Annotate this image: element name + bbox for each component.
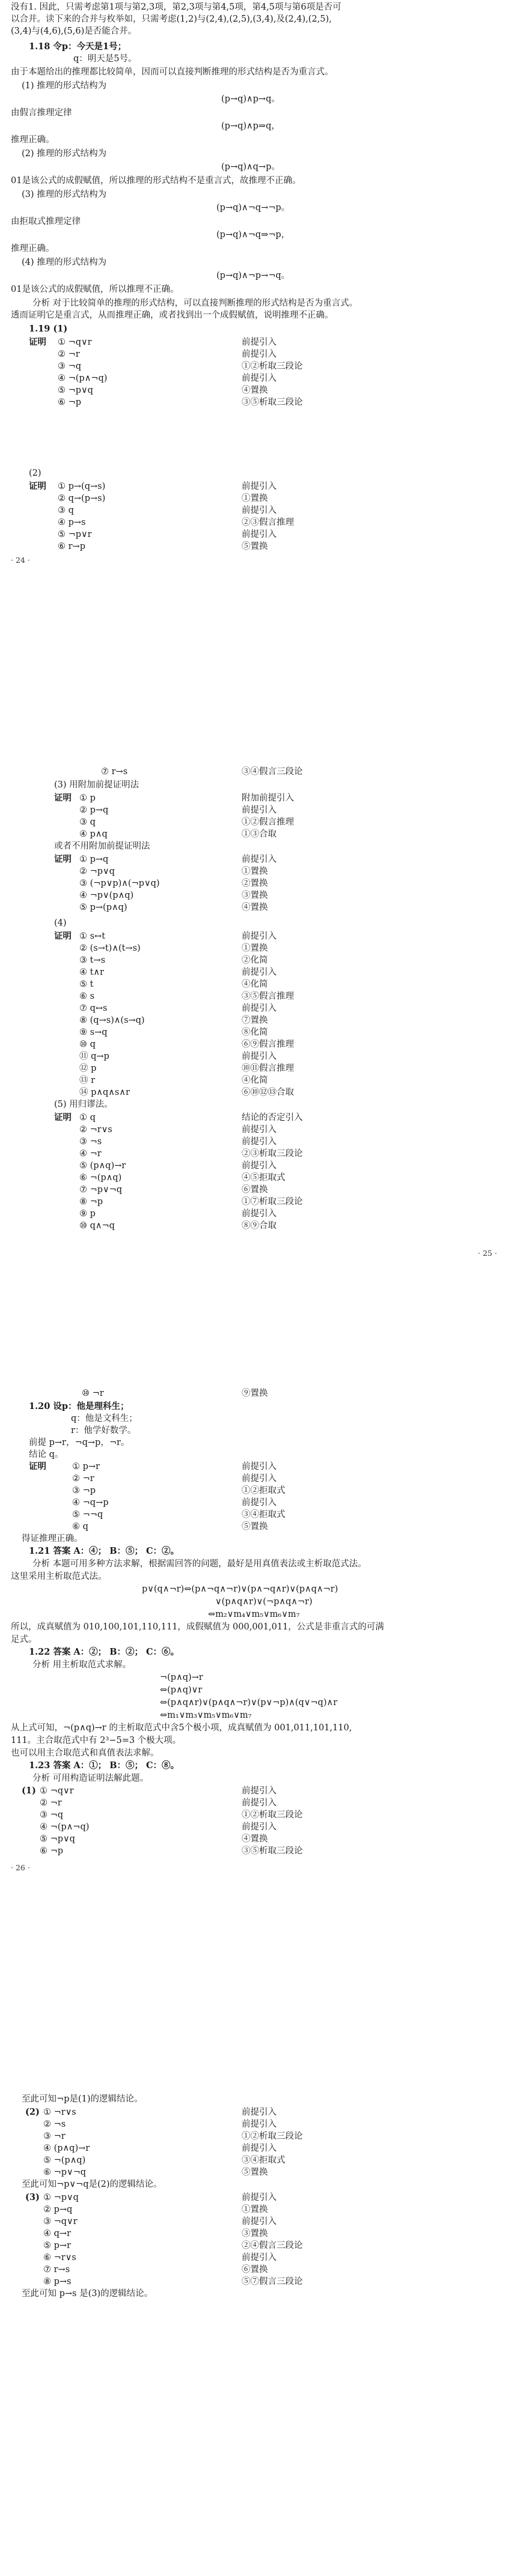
proof-rule: 附加前提引入: [242, 793, 294, 803]
proof-formula: ⑥ ¬p: [58, 398, 82, 407]
proof-rule: 前提引入: [242, 855, 277, 864]
proof-formula: ④ ¬p∨(p∧q): [79, 891, 134, 900]
proof-formula: ③ q: [79, 817, 96, 827]
text-line: 推理正确。: [11, 135, 55, 145]
proof-formula: ⑤ p→r: [43, 2241, 71, 2250]
proof-formula: ① p→q: [79, 855, 109, 864]
proof-rule: 前提引入: [242, 482, 277, 491]
proof-label: 证明: [29, 1461, 46, 1471]
proof-formula: ③ ¬s: [79, 1137, 102, 1147]
proof-label: 证明: [54, 854, 72, 864]
proof-formula: ③ t→s: [79, 956, 106, 965]
proof-rule: ④⑤拒取式: [242, 1173, 286, 1183]
proof-label: 证明: [54, 1112, 72, 1123]
proof-rule: ③④假言三段论: [242, 767, 303, 777]
proof-rule: ⑤置换: [242, 542, 268, 551]
text-line: 这里采用主析取范式法。: [11, 1572, 107, 1581]
text-line: ¬(p∧q)→r: [160, 1673, 203, 1682]
text-line: 1.21 答案 A：④； B：⑤； C：②。: [29, 1546, 180, 1556]
proof-formula: ① p: [79, 793, 96, 803]
text-line: 由于本题给出的推理都比较简单，因而可以直接判断推理的形式结构是否为重言式。: [11, 67, 334, 77]
proof-rule: ⑨置换: [242, 1389, 268, 1398]
text-line: (3) 用附加前提证明法: [54, 780, 139, 790]
proof-formula: ③ ¬p: [72, 1486, 96, 1496]
text-line: 1.22 答案 A：②； B：②； C：⑥。: [29, 1647, 180, 1657]
text-line: q：他是文科生；: [71, 1414, 138, 1423]
proof-formula: ① p→r: [72, 1462, 100, 1471]
text-line: q：明天是5号。: [73, 54, 137, 64]
text-line: 也可以用主合取范式和真值表法求解。: [11, 1748, 159, 1758]
proof-formula: ⑤ ¬p∨q: [58, 386, 93, 395]
proof-label: (1): [22, 1786, 36, 1796]
proof-formula: ⑪ q→p: [79, 1052, 109, 1061]
proof-formula: ⑤ p→(p∧q): [79, 903, 127, 912]
proof-formula: ⑤ (p∧q)→r: [79, 1161, 126, 1171]
proof-formula: ④ ¬r: [79, 1149, 102, 1159]
text-line: 从上式可知，¬(p∧q)→r 的主析取范式中含5个极小项，成真赋值为 001,011,101,110,: [11, 1723, 352, 1733]
proof-rule: ⑦置换: [242, 1016, 268, 1025]
proof-formula: ⑦ r→s: [101, 767, 128, 777]
text-line: ⇔(p∧q)∨r: [160, 1685, 203, 1695]
text-line: 没有1. 因此，只需考虑第1项与第2,3项，第2,3项与第4,5项，第4,5项与第6项是否可: [11, 2, 341, 12]
proof-rule: ②③假言推理: [242, 518, 294, 527]
proof-formula: ① ¬q∨r: [40, 1786, 74, 1796]
proof-rule: ⑧化简: [242, 1028, 268, 1037]
proof-formula: ⑬ r: [79, 1076, 96, 1085]
text-line: r：他学好数学。: [71, 1426, 136, 1435]
page-number: · 26 ·: [11, 1863, 30, 1872]
page-number: · 25 ·: [478, 1249, 497, 1258]
proof-rule: ②③析取三段论: [242, 1149, 303, 1159]
proof-formula: ② (s→t)∧(t→s): [79, 944, 141, 953]
proof-rule: ①②析取三段论: [242, 362, 303, 371]
text-line: (1) 推理的形式结构为: [22, 81, 107, 91]
text-line: (p→q)∧q→p。: [221, 162, 280, 172]
proof-formula: ⑥ r→p: [58, 542, 85, 551]
proof-rule: ④化简: [242, 1076, 268, 1085]
text-line: 所以，成真赋值为 010,100,101,110,111，成假赋值为 000,001,011，公式是非重言式的可满: [11, 1622, 384, 1632]
proof-formula: ⑥ ¬r∨s: [43, 2253, 76, 2262]
proof-formula: ② ¬p∨q: [79, 867, 115, 876]
text-line: (5) 用归谬法。: [54, 1100, 113, 1109]
proof-formula: ⑥ s: [79, 992, 95, 1001]
proof-rule: 前提引入: [242, 2193, 277, 2202]
proof-rule: ④置换: [242, 386, 268, 395]
text-line: 分析 用主析取范式求解。: [32, 1660, 132, 1670]
proof-rule: 前提引入: [242, 1137, 277, 1147]
proof-formula: ④ t∧r: [79, 968, 104, 977]
proof-formula: ⑫ p: [79, 1064, 97, 1073]
proof-rule: 前提引入: [242, 805, 277, 815]
proof-rule: ③④拒取式: [242, 2156, 286, 2165]
proof-label: 证明: [54, 931, 72, 941]
proof-rule: ⑥置换: [242, 1185, 268, 1195]
proof-rule: ③⑤析取三段论: [242, 1846, 303, 1856]
text-line: (4): [54, 918, 67, 928]
proof-rule: ②④假言三段论: [242, 2241, 303, 2250]
proof-rule: ⑥置换: [242, 2265, 268, 2274]
proof-rule: 前提引入: [242, 506, 277, 515]
proof-rule: ⑥⑩⑫⑬合取: [242, 1088, 294, 1097]
proof-rule: 前提引入: [242, 2108, 277, 2117]
proof-rule: ①置换: [242, 494, 268, 503]
proof-formula: ② p→q: [79, 805, 109, 815]
proof-rule: 结论的否定引入: [242, 1113, 303, 1123]
proof-label: 证明: [29, 481, 46, 491]
proof-rule: ⑥⑨假言推理: [242, 1040, 294, 1049]
proof-rule: ④化简: [242, 980, 268, 989]
page-24: [0, 0, 517, 637]
proof-formula: ⑥ q: [72, 1522, 88, 1532]
proof-formula: ③ ¬q: [40, 1810, 64, 1820]
proof-formula: ④ q→r: [43, 2229, 71, 2238]
page-27: [0, 1937, 517, 2576]
proof-rule: ①②析取三段论: [242, 2132, 303, 2141]
proof-formula: ④ p∧q: [79, 829, 108, 839]
proof-formula: ② p→q: [43, 2205, 73, 2214]
proof-rule: ⑧⑨合取: [242, 1221, 277, 1231]
text-line: 1.19 (1): [29, 324, 68, 334]
proof-rule: 前提引入: [242, 1462, 277, 1471]
proof-rule: 前提引入: [242, 932, 277, 941]
proof-rule: ⑤⑦假言三段论: [242, 2277, 303, 2287]
proof-label: (3): [25, 2192, 40, 2202]
proof-formula: ④ p→s: [58, 518, 86, 527]
text-line: 或者不用附加前提证明法: [54, 841, 150, 851]
proof-formula: ① ¬q∨r: [58, 338, 92, 347]
proof-rule: ①置换: [242, 867, 268, 876]
text-line: 以合并。读下来的合并与枚举如，只需考虑(1,2)与(2,4),(2,5),(3,4),及(2,4),(2,5),: [11, 14, 332, 24]
proof-formula: ② ¬s: [43, 2120, 66, 2129]
text-line: (p→q)∧¬p→¬q。: [216, 271, 290, 280]
proof-formula: ⑥ ¬p∨¬q: [43, 2168, 87, 2177]
text-line: (4) 推理的形式结构为: [22, 258, 107, 267]
proof-rule: 前提引入: [242, 2217, 277, 2226]
text-line: 01是该公式的成假赋值，所以推理不正确。: [11, 285, 179, 294]
proof-formula: ① q: [79, 1113, 96, 1123]
proof-formula: ⑥ ¬p: [40, 1846, 64, 1856]
text-line: (2) 推理的形式结构为: [22, 149, 107, 159]
proof-formula: ⑩ ¬r: [82, 1389, 104, 1398]
proof-formula: ⑤ ¬p∨r: [58, 530, 92, 539]
text-line: ⇔(p∧q∧r)∨(p∧q∧¬r)∨(p∨¬p)∧(q∨¬q)∧r: [160, 1698, 338, 1708]
proof-formula: ① ¬p∨q: [43, 2193, 79, 2202]
proof-formula: ② ¬r∨s: [79, 1125, 112, 1135]
proof-rule: ⑤置换: [242, 1522, 268, 1532]
proof-formula: ⑦ ¬p∨¬q: [79, 1185, 123, 1195]
proof-rule: 前提引入: [242, 1498, 277, 1508]
proof-rule: 前提引入: [242, 1004, 277, 1013]
proof-rule: 前提引入: [242, 968, 277, 977]
proof-rule: 前提引入: [242, 350, 277, 359]
proof-rule: ①②拒取式: [242, 1486, 286, 1496]
proof-label: 证明: [54, 793, 72, 803]
text-line: 1.18 令p：今天是1号；: [29, 41, 127, 52]
proof-rule: ①②假言推理: [242, 817, 294, 827]
proof-rule: 前提引入: [242, 338, 277, 347]
text-line: (p→q)∧¬q→¬p。: [216, 203, 290, 213]
proof-rule: ⑩⑪假言推理: [242, 1064, 294, 1073]
proof-rule: ③⑤假言推理: [242, 992, 294, 1001]
text-line: 分析 对于比较简单的推理的形式结构，可以直接判断推理的形式结构是否为重言式。: [32, 299, 358, 308]
proof-rule: ①②析取三段论: [242, 1810, 303, 1820]
proof-formula: ⑤ ¬(p∧q): [43, 2156, 86, 2165]
text-line: 推理正确。: [11, 244, 55, 253]
proof-rule: 前提引入: [242, 2120, 277, 2129]
text-line: (p→q)∧p⇒q，: [221, 121, 280, 131]
text-line: 01是该公式的成假赋值，所以推理的形式结构不是重言式，故推理不正确。: [11, 176, 301, 186]
proof-rule: ④置换: [242, 903, 268, 912]
proof-rule: ④置换: [242, 1834, 268, 1844]
proof-rule: ⑤置换: [242, 2168, 268, 2177]
proof-rule: ①③合取: [242, 829, 277, 839]
proof-rule: ①置换: [242, 944, 268, 953]
text-line: 111。主合取范式中有 2³−5=3 个极大项。: [11, 1736, 182, 1745]
proof-rule: ③⑤析取三段论: [242, 398, 303, 407]
proof-formula: ⑤ ¬p∨q: [40, 1834, 75, 1844]
text-line: (2): [29, 468, 41, 478]
proof-formula: ⑧ p→s: [43, 2277, 72, 2287]
text-line: 由假言推理定律: [11, 108, 72, 118]
text-line: 得证推理正确。: [22, 1534, 83, 1544]
proof-rule: 前提引入: [242, 374, 277, 383]
text-line: ∨(p∧q∧r)∨(¬p∧q∧¬r): [215, 1597, 313, 1607]
proof-label: (2): [25, 2107, 40, 2117]
text-line: (3,4)与(4,6),(5,6)是否能合并。: [11, 26, 137, 36]
proof-formula: ⑨ p: [79, 1209, 96, 1219]
text-line: 分析 可用构造证明法解此题。: [32, 1774, 149, 1783]
proof-rule: ②置换: [242, 879, 268, 888]
text-line: 至此可知¬p∨¬q是(2)的逻辑结论。: [22, 2180, 162, 2189]
proof-formula: ⑧ ¬p: [79, 1197, 103, 1207]
proof-rule: 前提引入: [242, 1052, 277, 1061]
proof-formula: ④ ¬(p∧¬q): [40, 1822, 90, 1832]
text-line: 前提 p→r，¬q→p，¬r。: [29, 1438, 130, 1447]
proof-formula: ⑦ r→s: [43, 2265, 70, 2274]
proof-formula: ① ¬r∨s: [43, 2108, 76, 2117]
proof-rule: 前提引入: [242, 530, 277, 539]
text-line: 足式。: [11, 1635, 37, 1644]
text-line: (p→q)∧p→q。: [221, 94, 280, 104]
proof-rule: 前提引入: [242, 1786, 277, 1796]
proof-rule: ①⑦析取三段论: [242, 1197, 303, 1207]
proof-rule: ③④拒取式: [242, 1510, 286, 1520]
page-number: · 24 ·: [11, 556, 30, 565]
text-line: 分析 本题可用多种方法求解，根据需回答的问题，最好是用真值表法或主析取范式法。: [32, 1559, 367, 1569]
proof-formula: ⑧ (q→s)∧(s→q): [79, 1016, 145, 1025]
page-26: [0, 1291, 517, 1928]
text-line: 1.20 设p：他是理科生；: [29, 1401, 129, 1411]
proof-formula: ③ ¬q∨r: [43, 2217, 78, 2226]
proof-formula: ③ q: [58, 506, 74, 515]
proof-rule: ①置换: [242, 2205, 268, 2214]
proof-formula: ① p→(q→s): [58, 482, 106, 491]
proof-formula: ④ ¬(p∧¬q): [58, 374, 108, 383]
text-line: (p→q)∧¬q⇒¬p，: [216, 230, 290, 240]
text-line: 结论 q。: [29, 1450, 64, 1459]
proof-formula: ④ (p∧q)→r: [43, 2144, 90, 2153]
proof-formula: ⑤ ¬¬q: [72, 1510, 103, 1520]
proof-rule: 前提引入: [242, 2144, 277, 2153]
proof-rule: 前提引入: [242, 1161, 277, 1171]
text-line: 由拒取式推理定律: [11, 217, 81, 226]
proof-formula: ② ¬r: [58, 350, 80, 359]
proof-formula: ⑨ s→q: [79, 1028, 108, 1037]
text-line: ⇔m₁∨m₃∨m₅∨m₆∨m₇: [160, 1711, 252, 1720]
proof-rule: 前提引入: [242, 1822, 277, 1832]
proof-formula: ② ¬r: [40, 1798, 62, 1808]
proof-formula: ⑭ p∧q∧s∧r: [79, 1088, 130, 1097]
proof-rule: ②化简: [242, 956, 268, 965]
text-line: 1.23 答案 A：①； B：⑤； C：⑧。: [29, 1760, 180, 1771]
page-25: [0, 646, 517, 1282]
proof-rule: 前提引入: [242, 2253, 277, 2262]
proof-label: 证明: [29, 337, 46, 347]
text-line: ⇔m₂∨m₄∨m₅∨m₆∨m₇: [208, 1610, 300, 1619]
text-line: 至此可知 p→s 是(3)的逻辑结论。: [22, 2289, 153, 2299]
text-line: 透而证明它是重言式，从而推理正确，或者找到出一个成假赋值，说明推理不正确。: [11, 311, 334, 320]
proof-rule: 前提引入: [242, 1209, 277, 1219]
proof-formula: ③ (¬p∨p)∧(¬p∨q): [79, 879, 160, 888]
proof-formula: ② q→(p→s): [58, 494, 106, 503]
proof-rule: 前提引入: [242, 1125, 277, 1135]
proof-rule: ③置换: [242, 891, 268, 900]
proof-formula: ⑩ q: [79, 1040, 96, 1049]
proof-formula: ③ ¬q: [58, 362, 82, 371]
proof-formula: ⑥ ¬(p∧q): [79, 1173, 122, 1183]
proof-rule: ③置换: [242, 2229, 268, 2238]
text-line: 至此可知¬p是(1)的逻辑结论。: [22, 2094, 143, 2104]
proof-formula: ⑩ q∧¬q: [79, 1221, 115, 1231]
proof-formula: ② ¬r: [72, 1474, 94, 1483]
proof-formula: ⑦ q↔s: [79, 1004, 108, 1013]
proof-formula: ④ ¬q→p: [72, 1498, 109, 1508]
proof-rule: 前提引入: [242, 1798, 277, 1808]
proof-formula: ⑤ t: [79, 980, 94, 989]
proof-formula: ③ ¬r: [43, 2132, 66, 2141]
proof-formula: ① s↔t: [79, 932, 106, 941]
text-line: p∨(q∧¬r)⇔(p∧¬q∧¬r)∨(p∧¬q∧r)∨(p∧q∧¬r): [142, 1584, 338, 1594]
proof-rule: 前提引入: [242, 1474, 277, 1483]
text-line: (3) 推理的形式结构为: [22, 190, 107, 199]
